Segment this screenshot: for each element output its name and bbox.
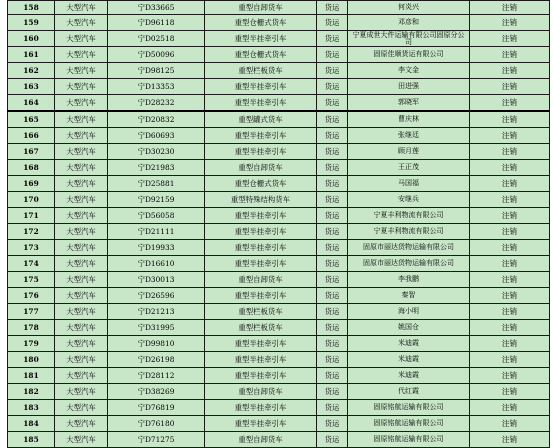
cell-status: 注销 — [470, 400, 550, 416]
cell-usage-type: 货运 — [317, 336, 348, 352]
cell-status: 注销 — [470, 1, 550, 15]
cell-owner-name: 海小明 — [348, 304, 470, 320]
cell-owner-name: 张继廷 — [348, 128, 470, 144]
table-row — [8, 176, 550, 192]
cell-row-number: 161 — [8, 47, 55, 63]
table-row — [8, 192, 550, 208]
cell-plate-number: 宁D98125 — [108, 63, 205, 79]
cell-vehicle-type: 重型半挂牵引车 — [205, 416, 317, 432]
cell-status: 注销 — [470, 79, 550, 95]
cell-vehicle-type: 重型半挂牵引车 — [205, 31, 317, 47]
table-row — [8, 320, 550, 336]
cell-usage-type: 货运 — [317, 224, 348, 240]
cell-usage-type: 货运 — [317, 192, 348, 208]
cell-vehicle-type: 重型栏板货车 — [205, 304, 317, 320]
cell-status: 注销 — [470, 336, 550, 352]
cell-vehicle-type: 重型自卸货车 — [205, 432, 317, 448]
cell-plate-number: 宁D19933 — [108, 240, 205, 256]
cell-row-number: 174 — [8, 256, 55, 272]
cell-plate-number: 宁D13353 — [108, 79, 205, 95]
cell-row-number: 177 — [8, 304, 55, 320]
cell-usage-type: 货运 — [317, 95, 348, 112]
cell-plate-number: 宁D16610 — [108, 256, 205, 272]
cell-plate-number: 宁D76180 — [108, 416, 205, 432]
cell-license-class: 大型汽车 — [55, 336, 108, 352]
cell-owner-name: 马国福 — [348, 176, 470, 192]
cell-row-number: 164 — [8, 95, 55, 112]
cell-row-number: 166 — [8, 128, 55, 144]
table-row — [8, 256, 550, 272]
cell-row-number: 182 — [8, 384, 55, 400]
cell-usage-type: 货运 — [317, 15, 348, 31]
cell-usage-type: 货运 — [317, 31, 348, 47]
cell-usage-type: 货运 — [317, 79, 348, 95]
cell-row-number: 181 — [8, 368, 55, 384]
cell-row-number: 170 — [8, 192, 55, 208]
cell-license-class: 大型汽车 — [55, 144, 108, 160]
table-row — [8, 432, 550, 448]
cell-owner-name: 王正茂 — [348, 160, 470, 176]
table-row — [8, 47, 550, 63]
cell-status: 注销 — [470, 31, 550, 47]
cell-usage-type: 货运 — [317, 144, 348, 160]
cell-row-number: 183 — [8, 400, 55, 416]
cell-owner-name: 固原铭航运输有限公司 — [348, 400, 470, 416]
cell-plate-number: 宁D20832 — [108, 111, 205, 128]
cell-row-number: 162 — [8, 63, 55, 79]
cell-status: 注销 — [470, 352, 550, 368]
cell-status: 注销 — [470, 95, 550, 112]
cell-license-class: 大型汽车 — [55, 47, 108, 63]
cell-row-number: 178 — [8, 320, 55, 336]
cell-status: 注销 — [470, 368, 550, 384]
cell-vehicle-type: 重型仓栅式货车 — [205, 176, 317, 192]
cell-usage-type: 货运 — [317, 432, 348, 448]
cell-license-class: 大型汽车 — [55, 288, 108, 304]
cell-owner-name: 秦智 — [348, 288, 470, 304]
cell-usage-type: 货运 — [317, 128, 348, 144]
cell-row-number: 169 — [8, 176, 55, 192]
table-row — [8, 272, 550, 288]
cell-vehicle-type: 重型半挂牵引车 — [205, 144, 317, 160]
table-row — [8, 31, 550, 47]
cell-usage-type: 货运 — [317, 320, 348, 336]
cell-plate-number: 宁D21213 — [108, 304, 205, 320]
cell-owner-name: 安继兵 — [348, 192, 470, 208]
cell-status: 注销 — [470, 416, 550, 432]
cell-plate-number: 宁D02518 — [108, 31, 205, 47]
cell-plate-number: 宁D25881 — [108, 176, 205, 192]
cell-plate-number: 宁D31995 — [108, 320, 205, 336]
cell-usage-type: 货运 — [317, 208, 348, 224]
cell-plate-number: 宁D50096 — [108, 47, 205, 63]
cell-owner-name: 米迪霞 — [348, 336, 470, 352]
cell-license-class: 大型汽车 — [55, 272, 108, 288]
cell-license-class: 大型汽车 — [55, 240, 108, 256]
cell-plate-number: 宁D92159 — [108, 192, 205, 208]
table-row — [8, 336, 550, 352]
cell-status: 注销 — [470, 47, 550, 63]
cell-status: 注销 — [470, 256, 550, 272]
table-row — [8, 208, 550, 224]
cell-status: 注销 — [470, 288, 550, 304]
table-row — [8, 79, 550, 95]
cell-license-class: 大型汽车 — [55, 384, 108, 400]
cell-status: 注销 — [470, 208, 550, 224]
cell-row-number: 184 — [8, 416, 55, 432]
cell-usage-type: 货运 — [317, 400, 348, 416]
cell-status: 注销 — [470, 111, 550, 128]
table-row — [8, 224, 550, 240]
cell-usage-type: 货运 — [317, 47, 348, 63]
cell-vehicle-type: 重型自卸货车 — [205, 1, 317, 15]
cell-status: 注销 — [470, 144, 550, 160]
cell-license-class: 大型汽车 — [55, 128, 108, 144]
cell-plate-number: 宁D99810 — [108, 336, 205, 352]
cell-status: 注销 — [470, 160, 550, 176]
cell-owner-name: 宁夏成世大件运输有限公司固原分公司 — [348, 31, 470, 47]
cell-vehicle-type: 重型栏板货车 — [205, 63, 317, 79]
cell-status: 注销 — [470, 176, 550, 192]
cell-usage-type: 货运 — [317, 352, 348, 368]
cell-plate-number: 宁D26596 — [108, 288, 205, 304]
cell-vehicle-type: 重型特殊结构货车 — [205, 192, 317, 208]
cell-status: 注销 — [470, 240, 550, 256]
cell-status: 注销 — [470, 320, 550, 336]
cell-vehicle-type: 重型仓栅式货车 — [205, 47, 317, 63]
cell-usage-type: 货运 — [317, 240, 348, 256]
cell-vehicle-type: 重型半挂牵引车 — [205, 79, 317, 95]
table-row — [8, 240, 550, 256]
cell-usage-type: 货运 — [317, 1, 348, 15]
cell-row-number: 168 — [8, 160, 55, 176]
cell-status: 注销 — [470, 272, 550, 288]
cell-row-number: 179 — [8, 336, 55, 352]
cell-plate-number: 宁D56058 — [108, 208, 205, 224]
cell-status: 注销 — [470, 128, 550, 144]
cell-vehicle-type: 重型自卸货车 — [205, 160, 317, 176]
table-row — [8, 128, 550, 144]
cell-row-number: 173 — [8, 240, 55, 256]
cell-plate-number: 宁D76819 — [108, 400, 205, 416]
cell-license-class: 大型汽车 — [55, 208, 108, 224]
cell-license-class: 大型汽车 — [55, 256, 108, 272]
cell-vehicle-type: 重型半挂牵引车 — [205, 95, 317, 112]
cell-vehicle-type: 重型自卸货车 — [205, 384, 317, 400]
cell-license-class: 大型汽车 — [55, 416, 108, 432]
table-row — [8, 111, 550, 128]
cell-vehicle-type: 重型半挂牵引车 — [205, 336, 317, 352]
table-row — [8, 384, 550, 400]
cell-license-class: 大型汽车 — [55, 224, 108, 240]
cell-vehicle-type: 重型半挂牵引车 — [205, 352, 317, 368]
cell-owner-name: 米迪霞 — [348, 352, 470, 368]
cell-usage-type: 货运 — [317, 256, 348, 272]
cell-row-number: 165 — [8, 111, 55, 128]
table-row — [8, 63, 550, 79]
cell-license-class: 大型汽车 — [55, 432, 108, 448]
cell-usage-type: 货运 — [317, 63, 348, 79]
cell-license-class: 大型汽车 — [55, 1, 108, 15]
cell-plate-number: 宁D21983 — [108, 160, 205, 176]
cell-license-class: 大型汽车 — [55, 95, 108, 112]
cell-vehicle-type: 重型半挂牵引车 — [205, 240, 317, 256]
cell-status: 注销 — [470, 384, 550, 400]
cell-row-number: 160 — [8, 31, 55, 47]
cell-license-class: 大型汽车 — [55, 15, 108, 31]
cell-owner-name: 固原佳顺货运有限公司 — [348, 47, 470, 63]
cell-license-class: 大型汽车 — [55, 192, 108, 208]
cell-license-class: 大型汽车 — [55, 368, 108, 384]
cell-owner-name: 固原市丽达货物运输有限公司 — [348, 256, 470, 272]
cell-usage-type: 货运 — [317, 416, 348, 432]
cell-vehicle-type: 重型半挂牵引车 — [205, 128, 317, 144]
cell-status: 注销 — [470, 224, 550, 240]
cell-plate-number: 宁D71275 — [108, 432, 205, 448]
cell-status: 注销 — [470, 63, 550, 79]
cell-usage-type: 货运 — [317, 384, 348, 400]
table-row — [8, 304, 550, 320]
table-row — [8, 416, 550, 432]
cell-owner-name: 固原铭航运输有限公司 — [348, 432, 470, 448]
table-row — [8, 400, 550, 416]
table-row — [8, 288, 550, 304]
cell-plate-number: 宁D28112 — [108, 368, 205, 384]
cell-plate-number: 宁D30013 — [108, 272, 205, 288]
cell-status: 注销 — [470, 15, 550, 31]
cell-owner-name: 何炎兴 — [348, 1, 470, 15]
cell-license-class: 大型汽车 — [55, 304, 108, 320]
table-row — [8, 352, 550, 368]
cell-plate-number: 宁D38269 — [108, 384, 205, 400]
cell-owner-name: 宁夏丰利物流有限公司 — [348, 224, 470, 240]
cell-owner-name: 李文金 — [348, 63, 470, 79]
cell-plate-number: 宁D28232 — [108, 95, 205, 112]
cell-owner-name: 宁夏丰利物流有限公司 — [348, 208, 470, 224]
cell-plate-number: 宁D21111 — [108, 224, 205, 240]
cell-owner-name: 固原市丽达货物运输有限公司 — [348, 240, 470, 256]
cell-usage-type: 货运 — [317, 160, 348, 176]
cell-vehicle-type: 重型半挂牵引车 — [205, 256, 317, 272]
cell-plate-number: 宁D60693 — [108, 128, 205, 144]
cell-owner-name: 邓彦和 — [348, 15, 470, 31]
cell-row-number: 185 — [8, 432, 55, 448]
cell-owner-name: 李我鹏 — [348, 272, 470, 288]
cell-usage-type: 货运 — [317, 288, 348, 304]
cell-license-class: 大型汽车 — [55, 63, 108, 79]
cell-row-number: 171 — [8, 208, 55, 224]
cell-license-class: 大型汽车 — [55, 111, 108, 128]
cell-plate-number: 宁D33665 — [108, 1, 205, 15]
cell-row-number: 180 — [8, 352, 55, 368]
cell-vehicle-type: 重型半挂牵引车 — [205, 224, 317, 240]
cell-license-class: 大型汽车 — [55, 320, 108, 336]
table-row — [8, 368, 550, 384]
cell-license-class: 大型汽车 — [55, 79, 108, 95]
cell-row-number: 158 — [8, 1, 55, 15]
cell-usage-type: 货运 — [317, 272, 348, 288]
cell-row-number: 176 — [8, 288, 55, 304]
table-row — [8, 144, 550, 160]
cell-vehicle-type: 重型半挂牵引车 — [205, 368, 317, 384]
cell-plate-number: 宁D26198 — [108, 352, 205, 368]
cell-status: 注销 — [470, 192, 550, 208]
cell-usage-type: 货运 — [317, 111, 348, 128]
cell-vehicle-type: 重型栏板货车 — [205, 320, 317, 336]
cell-owner-name: 米迪霞 — [348, 368, 470, 384]
cell-license-class: 大型汽车 — [55, 31, 108, 47]
cell-owner-name: 曹庆林 — [348, 111, 470, 128]
vehicle-deregistration-table — [7, 0, 550, 448]
cell-plate-number: 宁D30230 — [108, 144, 205, 160]
cell-row-number: 172 — [8, 224, 55, 240]
cell-owner-name: 固原铭航运输有限公司 — [348, 416, 470, 432]
cell-vehicle-type: 重型半挂牵引车 — [205, 400, 317, 416]
cell-row-number: 175 — [8, 272, 55, 288]
table-row — [8, 15, 550, 31]
cell-owner-name: 郭晓军 — [348, 95, 470, 112]
table-row — [8, 1, 550, 15]
cell-license-class: 大型汽车 — [55, 400, 108, 416]
cell-vehicle-type: 重型仓栅式货车 — [205, 15, 317, 31]
cell-vehicle-type: 重型自卸货车 — [205, 272, 317, 288]
cell-usage-type: 货运 — [317, 304, 348, 320]
cell-row-number: 159 — [8, 15, 55, 31]
cell-owner-name: 代红霞 — [348, 384, 470, 400]
table-row — [8, 160, 550, 176]
cell-row-number: 163 — [8, 79, 55, 95]
cell-owner-name: 姚国仓 — [348, 320, 470, 336]
table-row — [8, 95, 550, 112]
table-body — [8, 1, 550, 448]
cell-usage-type: 货运 — [317, 176, 348, 192]
cell-owner-name: 顾月莲 — [348, 144, 470, 160]
cell-vehicle-type: 重型罐式货车 — [205, 111, 317, 128]
cell-license-class: 大型汽车 — [55, 160, 108, 176]
cell-row-number: 167 — [8, 144, 55, 160]
cell-vehicle-type: 重型半挂牵引车 — [205, 288, 317, 304]
cell-usage-type: 货运 — [317, 368, 348, 384]
cell-plate-number: 宁D96118 — [108, 15, 205, 31]
cell-status: 注销 — [470, 304, 550, 320]
cell-license-class: 大型汽车 — [55, 352, 108, 368]
cell-license-class: 大型汽车 — [55, 176, 108, 192]
cell-status: 注销 — [470, 432, 550, 448]
cell-owner-name: 田进强 — [348, 79, 470, 95]
cell-vehicle-type: 重型半挂牵引车 — [205, 208, 317, 224]
